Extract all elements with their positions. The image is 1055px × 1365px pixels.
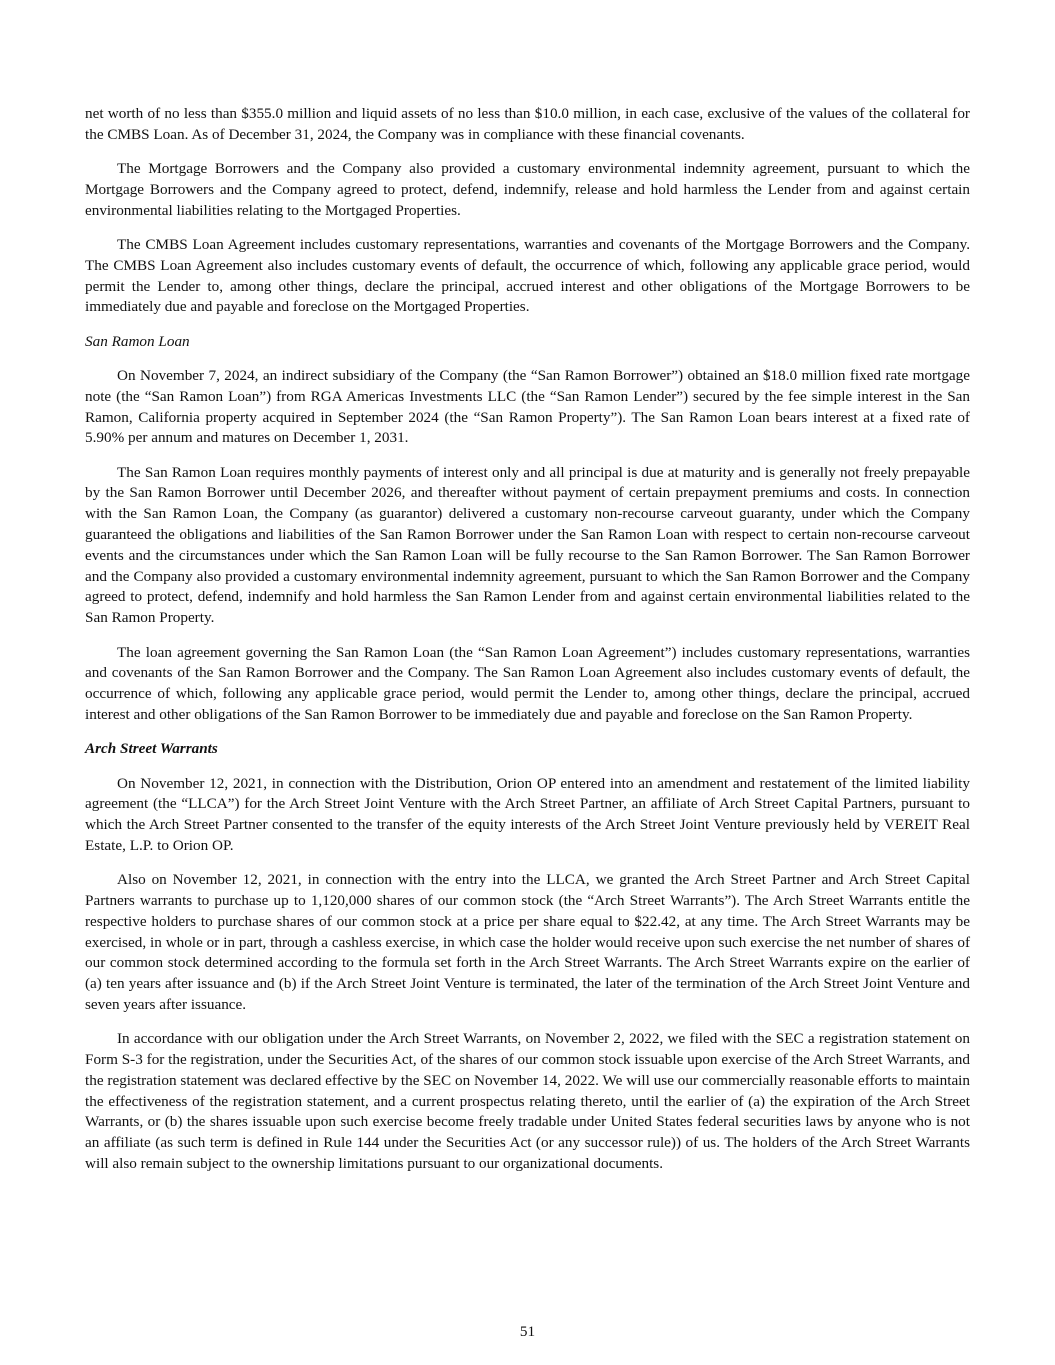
paragraph-warrants-registration: In accordance with our obligation under the Arch Street Warrants, on November 2, 2022, we filed with the SEC a registration statement on Form S-3 for the registration, under the Securities Act, of the shares of our common stock issuable upon exercise of the Arch Street Warrants, and the registration statement was declared effective by the SEC on November 14, 2022. We will use our commercially reasonable efforts to maintain the effectiveness of the registration statement, and a current prospectus relating thereto, until the earlier of (a) the expiration of the Arch Street Warrants, or (b) the shares issuable upon such exercise become freely tradable under United States federal securities laws by anyone who is not an affiliate (as such term is defined in Rule 144 under the Securities Act (or any successor rule)) of us. The holders of the Arch Street Warrants will also remain subject to the ownership limitations pursuant to our organizational documents. xyxy=(85,1030,970,1173)
paragraph-san-ramon-loan-origination: On November 7, 2024, an indirect subsidiary of the Company (the “San Ramon Borrower”) obtained an $18.0 million fixed rate mortgage note (the “San Ramon Loan”) from RGA Americas Investments LLC (the “San Ramon Lender”) secured by the fee simple interest in the San Ramon, California property acquired in September 2024 (the “San Ramon Property”). The San Ramon Loan bears interest at a fixed rate of 5.90% per annum and matures on December 1, 2031. xyxy=(85,366,970,447)
paragraph-cmbs-loan-agreement: The CMBS Loan Agreement includes customary representations, warranties and covenants of the Mortgage Borrowers and the Company. The CMBS Loan Agreement also includes customary events of default, the occurrence of which, following any applicable grace period, would permit the Lender to, among other things, declare the principal, accrued interest and other obligations of the Mortgage Borrowers to be immediately due and payable and foreclose on the Mortgaged Properties. xyxy=(85,235,970,316)
paragraph-environmental-indemnity: The Mortgage Borrowers and the Company also provided a customary environmental indemnity agreement, pursuant to which the Mortgage Borrowers and the Company agreed to protect, defend, indemnify, release and hold harmless the Lender from and against certain environmental liabilities relating to the Mortgaged Properties. xyxy=(85,160,970,219)
paragraph-net-worth-covenant: net worth of no less than $355.0 million and liquid assets of no less than $10.0 million, in each case, exclusive of the values of the collateral for the CMBS Loan. As of December 31, 2024, the Company was in compliance with these financial covenants. xyxy=(85,105,970,143)
section-heading-arch-street-warrants: Arch Street Warrants xyxy=(85,740,218,758)
page-number: 51 xyxy=(519,1323,536,1340)
paragraph-llca-amendment: On November 12, 2021, in connection with the Distribution, Orion OP entered into an amendment and restatement of the limited liability agreement (the “LLCA”) for the Arch Street Joint Venture with the Arch Street Partner, an affiliate of Arch Street Capital Partners, pursuant to which the Arch Street Partner consented to the transfer of the equity interests of the Arch Street Joint Venture previously held by VEREIT Real Estate, L.P. to Orion OP. xyxy=(85,774,970,854)
section-heading-san-ramon-loan: San Ramon Loan xyxy=(85,332,190,350)
paragraph-san-ramon-loan-agreement: The loan agreement governing the San Ramon Loan (the “San Ramon Loan Agreement”) includes customary representations, warranties and covenants of the San Ramon Borrower and the Company. The San Ramon Loan Agreement also includes customary events of default, the occurrence of which, following any applicable grace period, would permit the Lender to, among other things, declare the principal, accrued interest and other obligations of the San Ramon Borrower to be immediately due and payable and foreclose on the San Ramon Property. xyxy=(85,643,970,723)
document-page xyxy=(85,104,970,1188)
paragraph-warrants-grant: Also on November 12, 2021, in connection with the entry into the LLCA, we granted the Arch Street Partner and Arch Street Capital Partners warrants to purchase up to 1,120,000 shares of our common stock (the “Arch Street Warrants”). The Arch Street Warrants entitle the respective holders to purchase shares of our common stock at a price per share equal to $22.42, at any time. The Arch Street Warrants may be exercised, in whole or in part, through a cashless exercise, in which case the holder would receive upon such exercise the net number of shares of our common stock determined according to the formula set forth in the Arch Street Warrants. The Arch Street Warrants expire on the earlier of (a) ten years after issuance and (b) if the Arch Street Joint Venture is terminated, the later of the termination of the Arch Street Joint Venture and seven years after issuance. xyxy=(85,871,970,1013)
paragraph-san-ramon-loan-terms: The San Ramon Loan requires monthly payments of interest only and all principal is due at maturity and is generally not freely prepayable by the San Ramon Borrower until December 2026, and thereafter without payment of certain prepayment premiums and costs. In connection with the San Ramon Loan, the Company (as guarantor) delivered a customary non-recourse carveout guaranty, under which the Company guaranteed the obligations and liabilities of the San Ramon Borrower under the San Ramon Loan with respect to certain non-recourse carveout events and the circumstances under which the San Ramon Loan will be fully recourse to the San Ramon Borrower. The San Ramon Borrower and the Company also provided a customary environmental indemnity agreement, pursuant to which the San Ramon Borrower and the Company agreed to protect, defend, indemnify and hold harmless the San Ramon Lender from and against certain environmental liabilities related to the San Ramon Property. xyxy=(85,463,970,627)
